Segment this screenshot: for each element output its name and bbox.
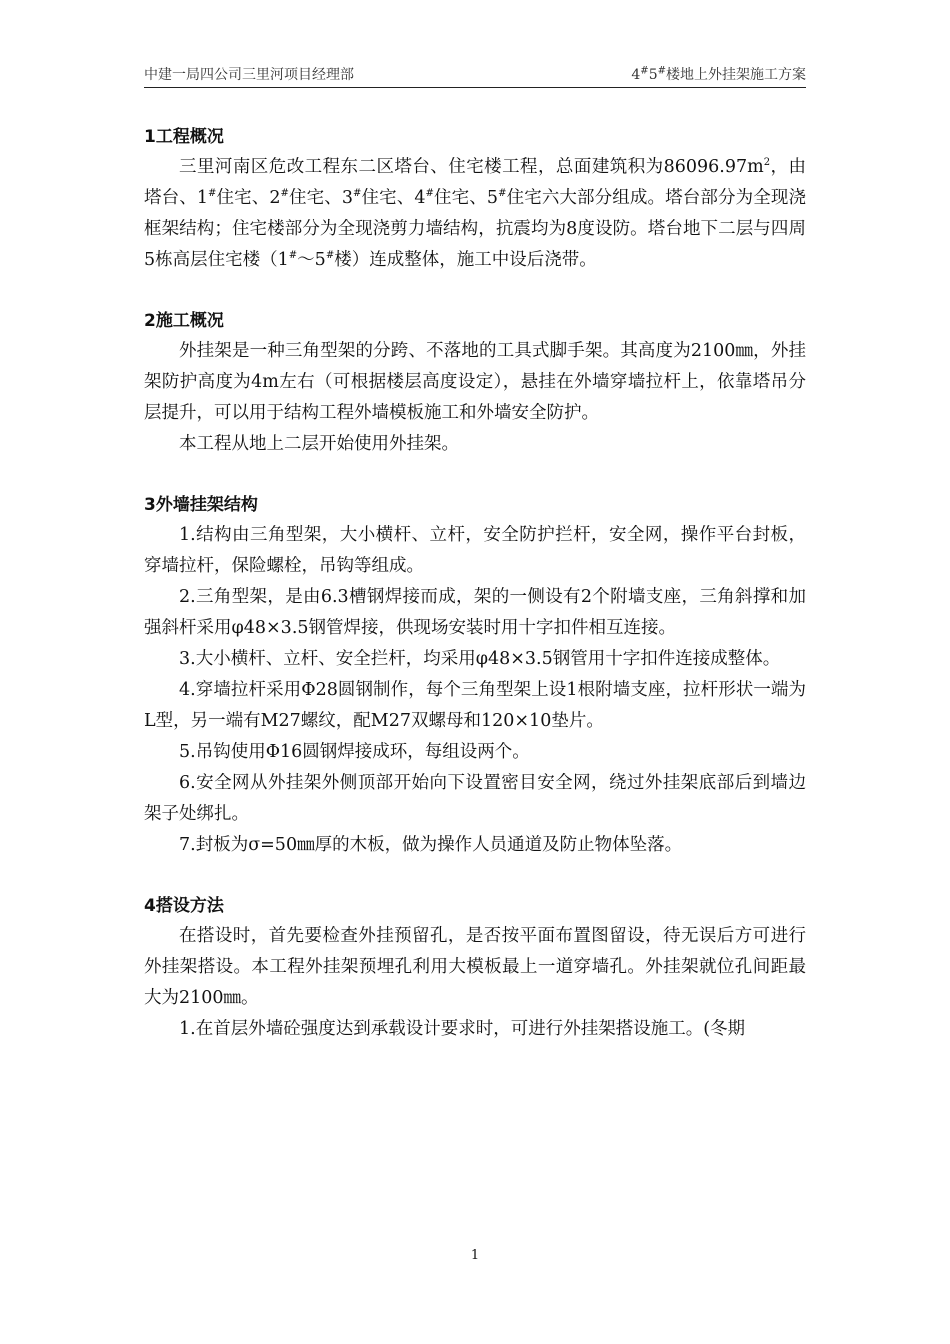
list-item: 3.大小横杆、立杆、安全拦杆，均采用φ48×3.5钢管用十字扣件连接成整体。 (179, 649, 781, 669)
paragraph: 1.在首层外墙砼强度达到承载设计要求时，可进行外挂架搭设施工。(冬期 (179, 1019, 746, 1039)
list-item: 1.结构由三角型架，大小横杆、立杆，安全防护拦杆，安全网，操作平台封板，穿墙拉杆，保险螺栓，吊钩等组成。 (144, 525, 806, 576)
list-item: 2.三角型架，是由6.3槽钢焊接而成，架的一侧设有2个附墙支座，三角斜撑和加强斜杆采用φ48×3.5钢管焊接，供现场安装时用十字扣件相互连接。 (144, 587, 806, 638)
page-number: 1 (470, 1248, 480, 1263)
section-installation (144, 891, 806, 1045)
header-rule (144, 87, 806, 88)
list-item: 6.安全网从外挂架外侧顶部开始向下设置密目安全网，绕过外挂架底部后到墙边架子处绑扎。 (144, 773, 806, 824)
paragraph: 本工程从地上二层开始使用外挂架。 (179, 434, 459, 454)
section-title: 3外墙挂架结构 (144, 495, 258, 515)
paragraph: 外挂架是一种三角型架的分跨、不落地的工具式脚手架。其高度为2100㎜，外挂架防护高度为4m左右（可根据楼层高度设定），悬挂在外墙穿墙拉杆上，依靠塔吊分层提升，可以用于结构工程外墙模板施工和外墙安全防护。 (144, 341, 806, 423)
header-left: 中建一局四公司三里河项目经理部 (144, 67, 354, 83)
paragraph: 三里河南区危改工程东二区塔台、住宅楼工程，总面建筑积为$86096.97m^2$，由塔台、1#住宅、2#住宅、3#住宅、4#住宅、5#住宅六大部分组成。塔台部分为全现浇框架结构；住宅楼部分为全现浇剪力墙结构，抗震均为8度设防。塔台地下二层与四周5栋高层住宅楼（1#～5#楼）连成整体，施工中设后浇带。 (144, 157, 807, 270)
section-structure (144, 490, 806, 861)
page-header (144, 58, 806, 86)
section-title: 4搭设方法 (144, 896, 224, 916)
section-title: 2施工概况 (144, 311, 224, 331)
list-item: 5.吊钩使用Φ16圆钢焊接成环，每组设两个。 (179, 742, 530, 762)
document-body (144, 122, 806, 1075)
section-title: 1工程概况 (144, 127, 224, 147)
paragraph: 在搭设时，首先要检查外挂预留孔，是否按平面布置图留设，待无误后方可进行外挂架搭设。本工程外挂架预埋孔利用大模板最上一道穿墙孔。外挂架就位孔间距最大为2100㎜。 (144, 926, 806, 1008)
list-item: 7.封板为σ=50㎜厚的木板，做为操作人员通道及防止物体坠落。 (179, 835, 683, 855)
list-item: 4.穿墙拉杆采用Φ28圆钢制作，每个三角型架上设1根附墙支座，拉杆形状一端为L型，另一端有M27螺纹，配M27双螺母和120×10垫片。 (144, 680, 806, 731)
section-construction (144, 306, 806, 460)
header-right: 4#5#楼地上外挂架施工方案 (631, 65, 806, 83)
section-overview (144, 122, 806, 276)
